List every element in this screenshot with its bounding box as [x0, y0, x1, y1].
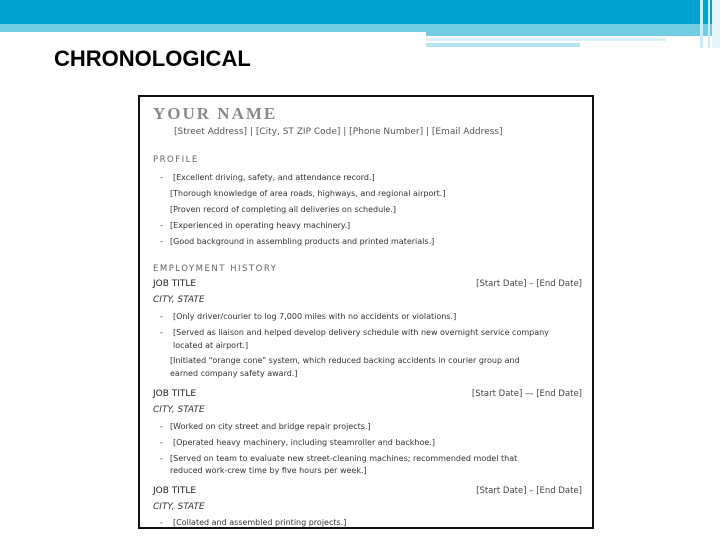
profile-item: [Experienced in operating heavy machinery.] — [170, 221, 351, 230]
job-location: CITY, STATE — [153, 295, 205, 305]
header-stripe — [708, 0, 710, 48]
header-band-gap — [0, 32, 426, 38]
slide-title: CHRONOLOGICAL — [54, 46, 251, 71]
profile-item: [Good background in assembling products and printed materials.] — [170, 237, 435, 246]
job-bullet: [Collated and assembled printing projects.] — [173, 518, 347, 527]
bullet-dash: - — [160, 454, 163, 463]
bullet-dash: - — [160, 328, 163, 337]
bullet-dash: - — [160, 173, 163, 182]
bullet-dash: - — [160, 422, 163, 431]
profile-item: [Proven record of completing all deliveries on schedule.] — [170, 205, 396, 214]
resume-name: YOUR NAME — [153, 104, 278, 123]
job-dates: [Start Date] — [End Date] — [471, 389, 582, 399]
bullet-dash: - — [160, 438, 163, 447]
job-dates: [Start Date] – [End Date] — [476, 486, 582, 496]
bullet-dash: - — [160, 518, 163, 527]
job-bullet: [Served on team to evaluate new street-cleaning machines; recommended model that — [170, 454, 518, 463]
job-title: JOB TITLE — [153, 389, 197, 399]
job-bullet: [Only driver/courier to log 7,000 miles with no accidents or violations.] — [173, 312, 457, 321]
header-stripe — [712, 0, 720, 48]
resume-image — [138, 95, 594, 529]
profile-item: [Thorough knowledge of area roads, highways, and regional airport.] — [170, 189, 446, 198]
employment-heading: EMPLOYMENT HISTORY — [153, 264, 278, 274]
job-dates: [Start Date] – [End Date] — [476, 279, 582, 289]
profile-heading: PROFILE — [153, 155, 199, 165]
resume-contact: [Street Address] | [City, ST ZIP Code] | [Phone Number] | [Email Address] — [174, 127, 503, 137]
bullet-dash: - — [160, 221, 163, 230]
header-band — [0, 0, 720, 24]
job-location: CITY, STATE — [153, 502, 205, 512]
job-bullet: earned company safety award.] — [170, 369, 298, 378]
bullet-dash: - — [160, 312, 163, 321]
header-accent-line — [426, 43, 580, 47]
header-stripe — [700, 0, 703, 48]
job-bullet: reduced work-crew time by five hours per week.] — [170, 466, 367, 475]
job-bullet: located at airport.] — [173, 341, 249, 350]
job-bullet: [Served as liaison and helped develop delivery schedule with new overnight service company — [173, 328, 549, 337]
profile-item: [Excellent driving, safety, and attendance record.] — [173, 173, 375, 182]
bullet-dash: - — [160, 237, 163, 246]
job-location: CITY, STATE — [153, 405, 205, 415]
job-bullet: [Initiated "orange cone" system, which reduced backing accidents in courier group and — [170, 356, 520, 365]
job-title: JOB TITLE — [153, 486, 197, 496]
job-title: JOB TITLE — [153, 279, 197, 289]
header-accent-line — [426, 38, 666, 41]
job-bullet: [Operated heavy machinery, including steamroller and backhoe.] — [173, 438, 435, 447]
job-bullet: [Worked on city street and bridge repair projects.] — [170, 422, 371, 431]
